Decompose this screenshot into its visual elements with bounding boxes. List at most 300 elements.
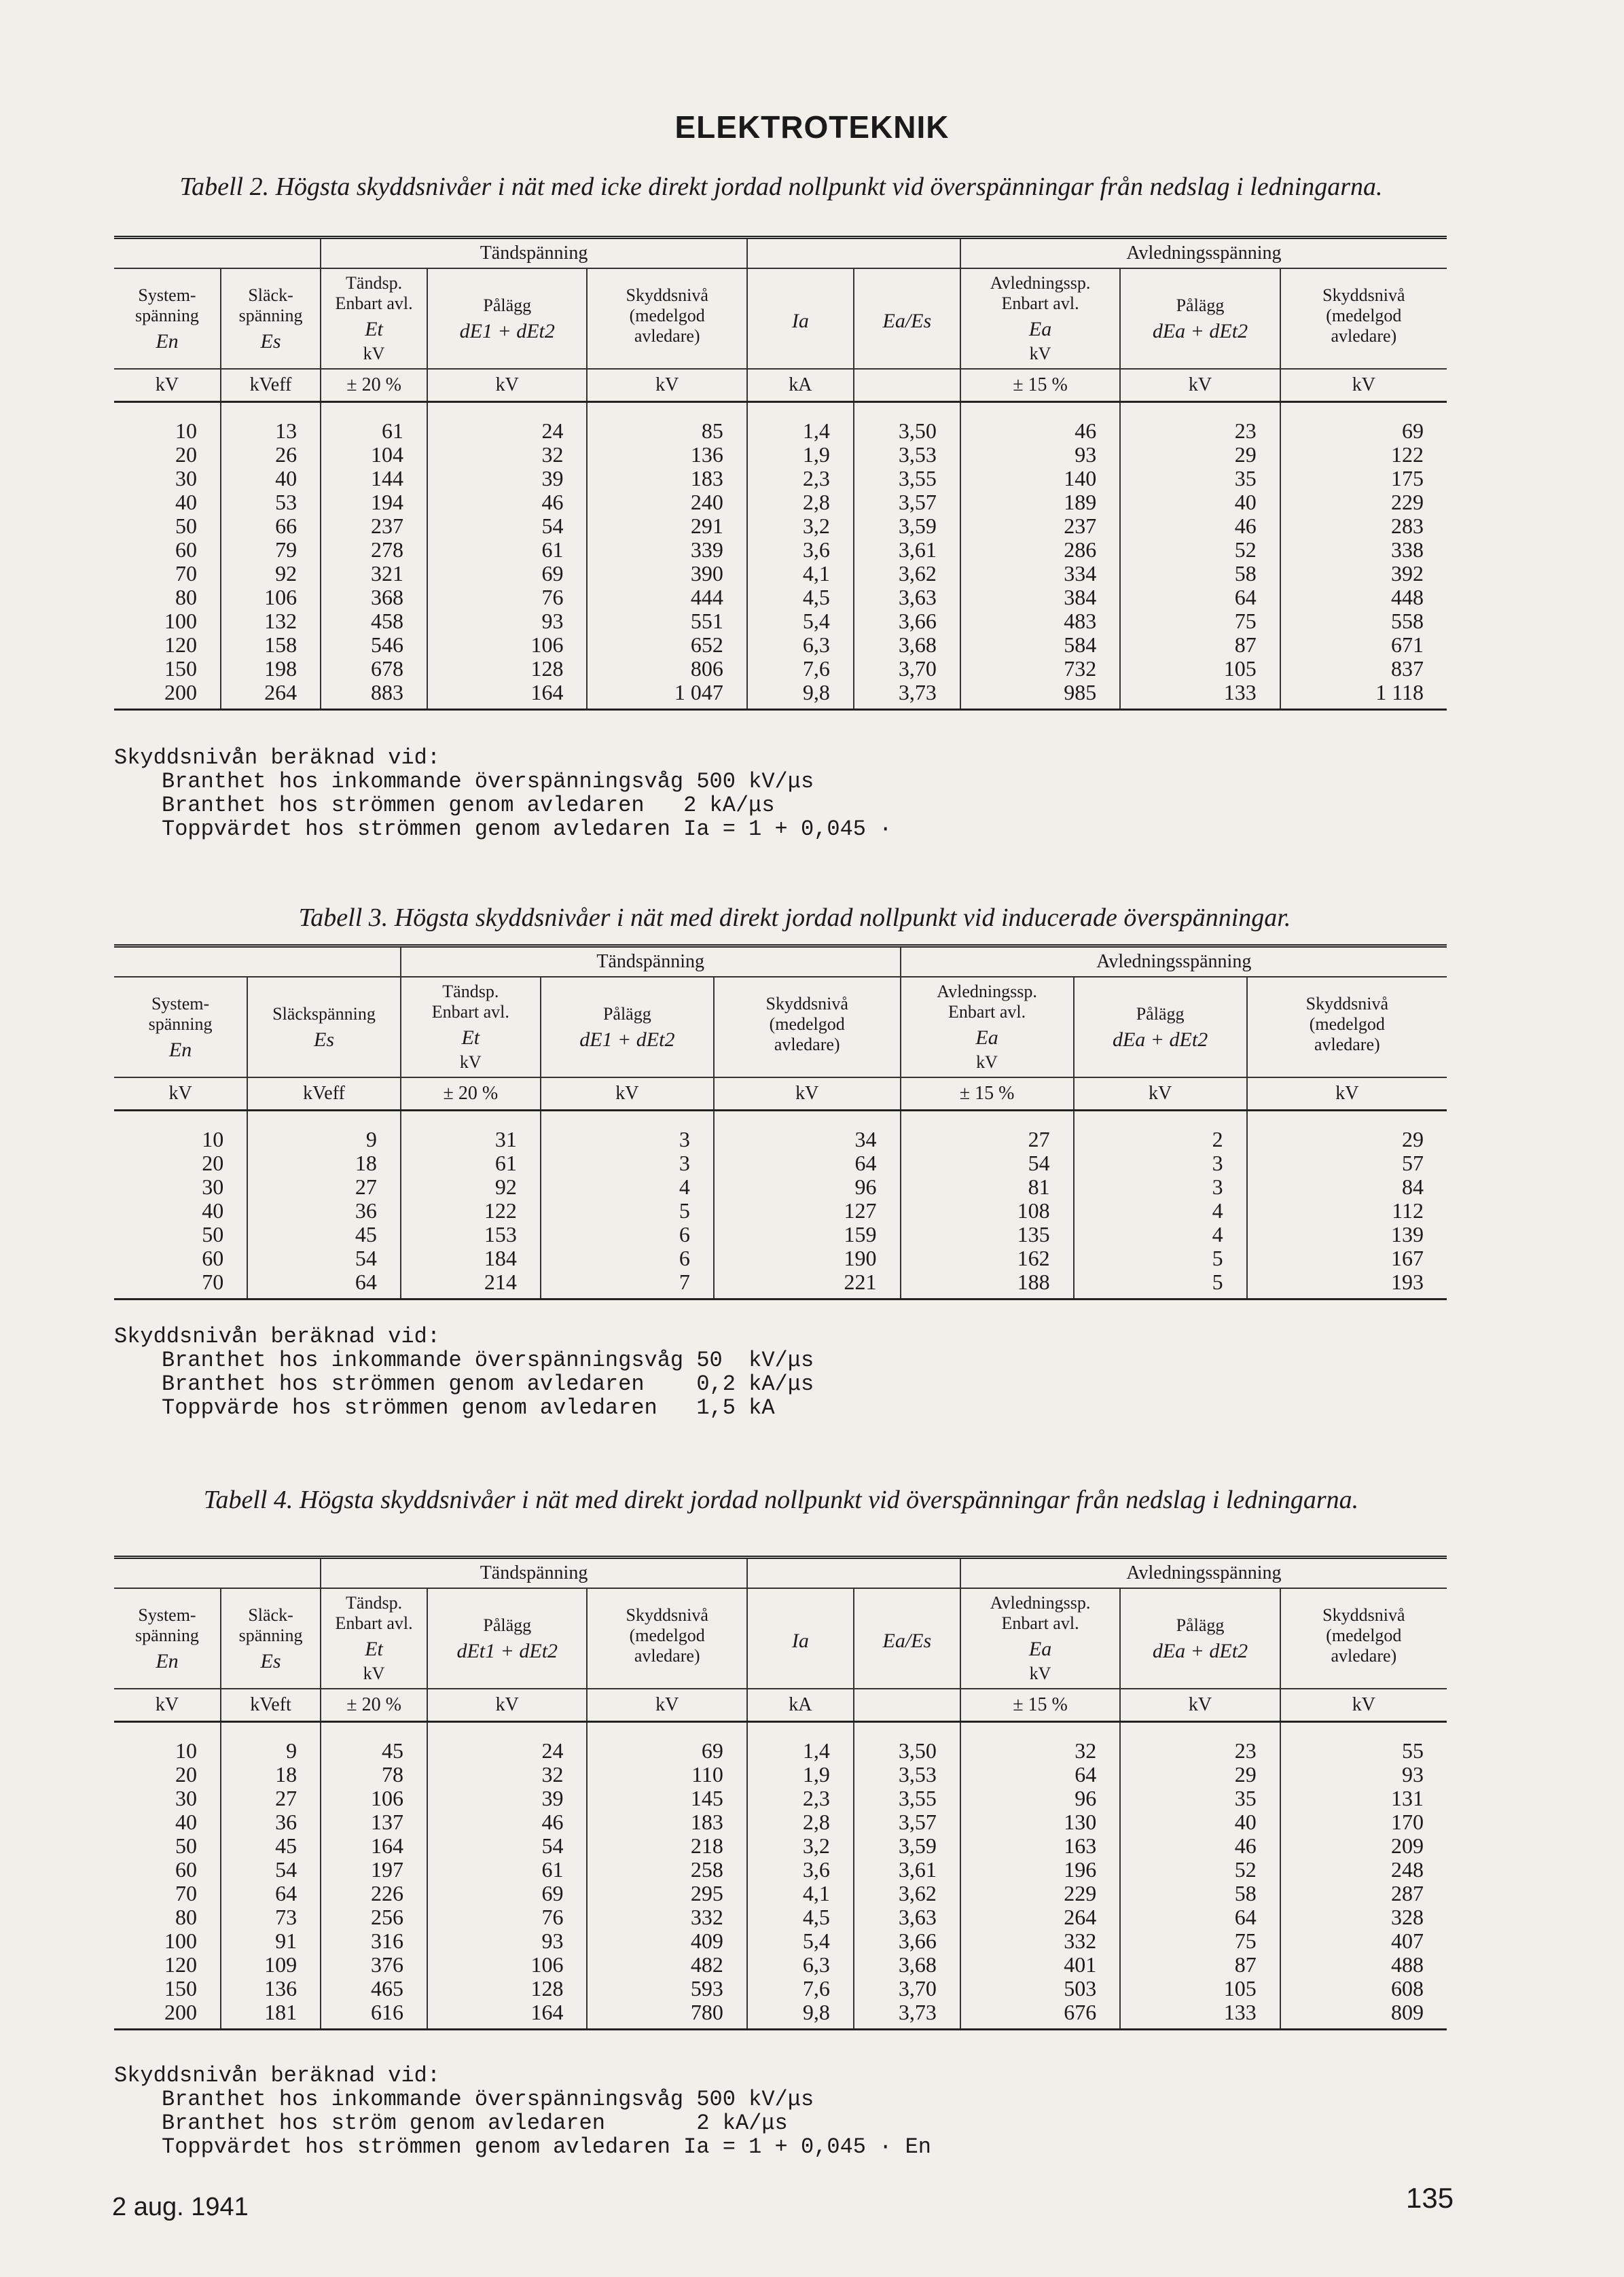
table-cell: 1,4 [747, 1722, 854, 1763]
table-cell: 164 [427, 681, 587, 709]
column-symbol: Ea/Es [882, 1630, 932, 1652]
table-cell: 35 [1120, 467, 1280, 490]
table-cell: 20 [175, 1762, 197, 1787]
table-cell: 93 [1280, 1763, 1447, 1787]
table-cell: 3,6 [747, 538, 854, 562]
column-label: Pålägg [483, 295, 532, 315]
column-header [587, 268, 746, 369]
column-label: Skyddsnivå (medelgod avledare) [626, 285, 708, 346]
table-cell: 5 [541, 1199, 714, 1223]
table-cell: 193 [1247, 1270, 1447, 1298]
table-cell: 75 [1120, 609, 1280, 633]
table-cell: 806 [587, 657, 746, 681]
column-header [114, 977, 247, 1077]
table-cell: 10 [175, 418, 197, 443]
table-cell: 392 [1280, 562, 1447, 586]
column-header [401, 977, 541, 1077]
table-cell: 328 [1280, 1905, 1447, 1929]
table-cell: 503 [960, 1977, 1120, 2001]
table-cell: 93 [427, 609, 587, 633]
table-cell: 93 [960, 443, 1120, 467]
table-cell: 676 [960, 2001, 1120, 2028]
column-header [1247, 977, 1447, 1077]
table-cell: 61 [401, 1151, 541, 1175]
table-cell: 4,5 [747, 586, 854, 609]
table-cell: 10 [202, 1127, 224, 1151]
column-label: Skyddsnivå (medelgod avledare) [1322, 285, 1405, 346]
table-cell: 36 [247, 1199, 401, 1223]
table-cell: 3,57 [854, 490, 960, 514]
column-header [587, 1588, 746, 1689]
table-cell: 54 [427, 1834, 587, 1858]
column-header [1120, 268, 1280, 369]
column-unit: kV [114, 1689, 221, 1722]
table-cell: 53 [221, 490, 321, 514]
column-label: Avledningssp. Enbart avl. [990, 273, 1091, 313]
column-unit: kVeff [221, 369, 321, 402]
table-row [114, 1953, 1447, 1977]
table-cell: 80 [175, 1905, 197, 1929]
table-cell: 69 [587, 1722, 746, 1763]
note-line: Skyddsnivån beräknad vid: [114, 745, 441, 770]
column-symbol: Ia [791, 1630, 809, 1652]
table-cell: 198 [221, 657, 321, 681]
column-unit: kV [1247, 1077, 1447, 1111]
table-cell: 46 [427, 490, 587, 514]
table-cell: 105 [1120, 1977, 1280, 2001]
column-label: Pålägg [1176, 295, 1225, 315]
column-symbol: Ea/Es [882, 310, 932, 332]
note-line: Branthet hos inkommande överspänningsvåg 50 kV/μs [162, 1348, 814, 1373]
table-cell: 31 [401, 1111, 541, 1152]
table-cell: 164 [321, 1834, 427, 1858]
table-cell: 79 [221, 538, 321, 562]
column-unit: kVeff [247, 1077, 401, 1111]
table-2 [114, 236, 1447, 711]
table-cell: 66 [221, 514, 321, 538]
table-cell: 40 [1120, 490, 1280, 514]
table-cell: 652 [587, 633, 746, 657]
table-cell: 130 [960, 1810, 1120, 1834]
table-cell: 9,8 [747, 2001, 854, 2028]
table-cell: 106 [427, 633, 587, 657]
table-cell: 64 [1120, 1905, 1280, 1929]
table-cell: 229 [1280, 490, 1447, 514]
table-cell: 616 [321, 2001, 427, 2028]
column-unit: ± 15 % [901, 1077, 1074, 1111]
table-cell: 76 [427, 586, 587, 609]
table-cell: 20 [175, 442, 197, 467]
table-cell: 732 [960, 657, 1120, 681]
column-symbol: dEa + dEt2 [1112, 1028, 1208, 1051]
table-cell: 985 [960, 681, 1120, 709]
table-cell: 384 [960, 586, 1120, 609]
column-header [321, 1588, 427, 1689]
table-cell: 390 [587, 562, 746, 586]
table-cell: 60 [202, 1246, 224, 1270]
column-unit: ± 20 % [401, 1077, 541, 1111]
column-unit [854, 369, 960, 402]
note-line: Toppvärdet hos strömmen genom avledaren Ia = 1 + 0,045 · En [162, 2134, 931, 2159]
table-cell: 3,61 [854, 538, 960, 562]
table-cell: 54 [901, 1151, 1074, 1175]
table-row [114, 681, 1447, 709]
table-cell: 458 [321, 609, 427, 633]
column-label: Tändsp. Enbart avl. [335, 1593, 413, 1633]
table-cell: 3 [541, 1151, 714, 1175]
table-cell: 780 [587, 2001, 746, 2028]
table-cell: 84 [1247, 1175, 1447, 1199]
column-unit: kV [587, 1689, 746, 1722]
column-unit: ± 15 % [960, 369, 1120, 402]
table-cell: 137 [321, 1810, 427, 1834]
table-cell: 50 [175, 1833, 197, 1858]
table-cell: 184 [401, 1247, 541, 1270]
column-symbol: Es [314, 1028, 334, 1051]
table-cell: 287 [1280, 1882, 1447, 1905]
column-header [747, 268, 854, 369]
table-cell: 109 [221, 1953, 321, 1977]
column-header [221, 268, 321, 369]
column-header [221, 1588, 321, 1689]
table-cell: 1 047 [587, 681, 746, 709]
table-cell: 54 [221, 1858, 321, 1882]
column-symbol: Ia [791, 310, 809, 332]
page-title: ELEKTROTEKNIK [674, 109, 950, 145]
table-cell: 5,4 [747, 609, 854, 633]
table-cell: 671 [1280, 633, 1447, 657]
table-cell: 3,2 [747, 514, 854, 538]
table-cell: 3 [1074, 1151, 1247, 1175]
table-cell: 3,55 [854, 467, 960, 490]
table-cell: 3,63 [854, 1905, 960, 1929]
table-cell: 3,53 [854, 1763, 960, 1787]
column-unit: kV [1074, 1077, 1247, 1111]
table-cell: 132 [221, 609, 321, 633]
table-row [114, 1929, 1447, 1953]
table-cell: 584 [960, 633, 1120, 657]
table-cell: 6,3 [747, 1953, 854, 1977]
column-unit: kV [1120, 369, 1280, 402]
table-cell: 40 [1120, 1810, 1280, 1834]
table-row [114, 2001, 1447, 2028]
column-subunit: kV [976, 1052, 998, 1072]
table-cell: 57 [1247, 1151, 1447, 1175]
table-cell: 46 [1120, 514, 1280, 538]
table-row [114, 467, 1447, 490]
table-cell: 45 [221, 1834, 321, 1858]
table-cell: 214 [401, 1270, 541, 1298]
table-cell: 4,5 [747, 1905, 854, 1929]
note-line: Branthet hos ström genom avledaren 2 kA/μs [162, 2111, 788, 2136]
table-cell: 60 [175, 537, 197, 562]
table-cell: 27 [221, 1787, 321, 1810]
table-cell: 2,8 [747, 490, 854, 514]
table-cell: 407 [1280, 1929, 1447, 1953]
table-cell: 140 [960, 467, 1120, 490]
table-cell: 30 [202, 1175, 224, 1199]
table-cell: 286 [960, 538, 1120, 562]
table-cell: 218 [587, 1834, 746, 1858]
note-line: Toppvärde hos strömmen genom avledaren 1,5 kA [162, 1395, 775, 1420]
table-cell: 76 [427, 1905, 587, 1929]
table-cell: 128 [427, 1977, 587, 2001]
table-cell: 64 [1120, 586, 1280, 609]
column-label: System- spänning [148, 994, 213, 1034]
column-unit: kV [427, 369, 587, 402]
column-symbol: dEt1 + dEt2 [456, 1640, 558, 1662]
table-cell: 96 [714, 1175, 901, 1199]
table-cell: 444 [587, 586, 746, 609]
table-cell: 128 [427, 657, 587, 681]
table-cell: 40 [175, 490, 197, 514]
table-cell: 24 [427, 402, 587, 444]
table-cell: 837 [1280, 657, 1447, 681]
table-cell: 13 [221, 402, 321, 444]
column-header [114, 1588, 221, 1689]
table-cell: 4 [541, 1175, 714, 1199]
table-cell: 295 [587, 1882, 746, 1905]
table-cell: 170 [1280, 1810, 1447, 1834]
table-cell: 92 [221, 562, 321, 586]
note-line: Skyddsnivån beräknad vid: [114, 2063, 441, 2088]
column-header [1120, 1588, 1280, 1689]
table-cell: 153 [401, 1223, 541, 1247]
table-cell: 26 [221, 443, 321, 467]
column-label: Skyddsnivå (medelgod avledare) [1305, 994, 1388, 1054]
table-cell: 106 [321, 1787, 427, 1810]
table-cell: 175 [1280, 467, 1447, 490]
table-3-caption: Tabell 3. Högsta skyddsnivåer i nät med direkt jordad nollpunkt vid inducerade överspänningar. [298, 903, 1291, 932]
table-cell: 3,68 [854, 1953, 960, 1977]
table-cell: 3,62 [854, 562, 960, 586]
table-cell: 189 [960, 490, 1120, 514]
table-cell: 200 [164, 2000, 197, 2024]
table-cell: 96 [960, 1787, 1120, 1810]
column-symbol: En [168, 1039, 192, 1061]
table-row [114, 490, 1447, 514]
column-subunit: kV [459, 1052, 482, 1072]
column-header [1074, 977, 1247, 1077]
table-cell: 64 [247, 1270, 401, 1298]
column-label: Pålägg [483, 1615, 532, 1635]
group-header-tandspanning: Tändspänning [321, 1559, 747, 1588]
table-cell: 40 [221, 467, 321, 490]
table-cell: 197 [321, 1858, 427, 1882]
table-cell: 55 [1280, 1722, 1447, 1763]
column-header [247, 977, 401, 1077]
column-unit: kV [587, 369, 746, 402]
table-cell: 332 [960, 1929, 1120, 1953]
table-cell: 6,3 [747, 633, 854, 657]
table-cell: 70 [175, 1881, 197, 1905]
column-header [901, 977, 1074, 1077]
table-cell: 75 [1120, 1929, 1280, 1953]
table-cell: 87 [1120, 1953, 1280, 1977]
table-row [114, 586, 1447, 609]
table-cell: 4,1 [747, 562, 854, 586]
column-label: Släck- spänning [238, 285, 303, 325]
table-2-notes [114, 746, 892, 841]
note-line: Skyddsnivån beräknad vid: [114, 1324, 441, 1349]
table-cell: 64 [221, 1882, 321, 1905]
table-cell: 221 [714, 1270, 901, 1298]
table-cell: 368 [321, 586, 427, 609]
table-cell: 52 [1120, 538, 1280, 562]
table-cell: 1,9 [747, 443, 854, 467]
table-cell: 139 [1247, 1223, 1447, 1247]
note-line: Branthet hos strömmen genom avledaren 2 kA/μs [162, 793, 775, 818]
table-cell: 54 [427, 514, 587, 538]
table-cell: 122 [1280, 443, 1447, 467]
table-cell: 3 [1074, 1175, 1247, 1199]
table-cell: 91 [221, 1929, 321, 1953]
table-cell: 69 [427, 562, 587, 586]
table-cell: 2,8 [747, 1810, 854, 1834]
column-header [427, 268, 587, 369]
table-row [114, 1858, 1447, 1882]
table-cell: 3,73 [854, 2001, 960, 2028]
table-cell: 23 [1120, 402, 1280, 444]
column-header [541, 977, 714, 1077]
table-cell: 3,59 [854, 1834, 960, 1858]
table-cell: 558 [1280, 609, 1447, 633]
table-cell: 105 [1120, 657, 1280, 681]
table-cell: 158 [221, 633, 321, 657]
table-row [114, 538, 1447, 562]
table-cell: 248 [1280, 1858, 1447, 1882]
table-cell: 209 [1280, 1834, 1447, 1858]
table-cell: 5,4 [747, 1929, 854, 1953]
table-cell: 60 [175, 1857, 197, 1882]
table-cell: 61 [321, 402, 427, 444]
table-cell: 34 [714, 1111, 901, 1152]
column-unit: kV [427, 1689, 587, 1722]
column-subunit: kV [1029, 344, 1051, 363]
table-cell: 23 [1120, 1722, 1280, 1763]
table-cell: 39 [427, 467, 587, 490]
table-cell: 6 [541, 1223, 714, 1247]
table-cell: 3,63 [854, 586, 960, 609]
table-cell: 30 [175, 1786, 197, 1810]
note-line: Toppvärdet hos strömmen genom avledaren Ia = 1 + 0,045 · [162, 817, 892, 842]
table-cell: 237 [960, 514, 1120, 538]
column-symbol: Es [260, 1650, 281, 1672]
table-cell: 264 [960, 1905, 1120, 1929]
table-row [114, 443, 1447, 467]
column-label: Avledningssp. Enbart avl. [937, 982, 1037, 1022]
column-label: Pålägg [602, 1004, 651, 1024]
table-4-notes [114, 2064, 931, 2159]
column-header [960, 1588, 1120, 1689]
note-line: Branthet hos inkommande överspänningsvåg 500 kV/μs [162, 2087, 814, 2112]
table-cell: 24 [427, 1722, 587, 1763]
table-cell: 122 [401, 1199, 541, 1223]
table-cell: 7 [541, 1270, 714, 1298]
table-cell: 483 [960, 609, 1120, 633]
table-cell: 73 [221, 1905, 321, 1929]
column-label: System- spänning [135, 285, 199, 325]
table-cell: 92 [401, 1175, 541, 1199]
column-label: Släck- spänning [238, 1605, 303, 1645]
table-row [114, 1905, 1447, 1929]
issue-date: 2 aug. 1941 [112, 2193, 249, 2221]
column-label: Skyddsnivå (medelgod avledare) [765, 994, 848, 1054]
column-symbol: Ea [1028, 318, 1052, 340]
column-symbol: dE1 + dEt2 [579, 1028, 675, 1051]
table-cell: 167 [1247, 1247, 1447, 1270]
column-label: Skyddsnivå (medelgod avledare) [1322, 1605, 1405, 1666]
table-cell: 3,50 [854, 402, 960, 444]
column-header [321, 268, 427, 369]
column-symbol: dEa + dEt2 [1152, 320, 1248, 342]
column-label: Avledningssp. Enbart avl. [990, 1593, 1091, 1633]
table-cell: 54 [247, 1247, 401, 1270]
table-cell: 7,6 [747, 657, 854, 681]
table-cell: 3,53 [854, 443, 960, 467]
table-cell: 190 [714, 1247, 901, 1270]
table-cell: 256 [321, 1905, 427, 1929]
table-row [114, 633, 1447, 657]
table-cell: 100 [164, 1929, 197, 1953]
table-cell: 4,1 [747, 1882, 854, 1905]
table-cell: 39 [427, 1787, 587, 1810]
column-label: Tändsp. Enbart avl. [335, 273, 413, 313]
column-label: Pålägg [1176, 1615, 1225, 1635]
column-symbol: Ea [975, 1026, 998, 1049]
table-cell: 131 [1280, 1787, 1447, 1810]
table-cell: 164 [427, 2001, 587, 2028]
column-symbol: Es [260, 330, 281, 353]
table-cell: 2,3 [747, 1787, 854, 1810]
column-symbol: En [156, 1650, 179, 1672]
table-cell: 316 [321, 1929, 427, 1953]
table-cell: 93 [427, 1929, 587, 1953]
table-cell: 3,6 [747, 1858, 854, 1882]
table-3-notes [114, 1325, 814, 1420]
table-cell: 7,6 [747, 1977, 854, 2001]
table-cell: 45 [247, 1223, 401, 1247]
table-cell: 678 [321, 657, 427, 681]
table-cell: 87 [1120, 633, 1280, 657]
group-header-avledningsspanning: Avledningsspänning [901, 948, 1447, 977]
table-cell: 127 [714, 1199, 901, 1223]
table-cell: 61 [427, 1858, 587, 1882]
table-4 [114, 1556, 1447, 2030]
table-row [114, 1787, 1447, 1810]
table-cell: 3,59 [854, 514, 960, 538]
table-row [114, 1882, 1447, 1905]
table-cell: 40 [202, 1198, 224, 1223]
table-cell: 194 [321, 490, 427, 514]
table-cell: 200 [164, 680, 197, 704]
table-cell: 3,66 [854, 609, 960, 633]
column-unit: kV [714, 1077, 901, 1111]
table-cell: 409 [587, 1929, 746, 1953]
table-cell: 136 [587, 443, 746, 467]
column-header [747, 1588, 854, 1689]
table-cell: 9,8 [747, 681, 854, 709]
table-cell: 183 [587, 1810, 746, 1834]
table-cell: 3,68 [854, 633, 960, 657]
table-cell: 9 [221, 1722, 321, 1763]
table-cell: 3 [541, 1111, 714, 1152]
column-header [1280, 268, 1447, 369]
column-symbol: Et [365, 1638, 383, 1660]
table-cell: 35 [1120, 1787, 1280, 1810]
table-cell: 40 [175, 1810, 197, 1834]
table-cell: 18 [247, 1151, 401, 1175]
